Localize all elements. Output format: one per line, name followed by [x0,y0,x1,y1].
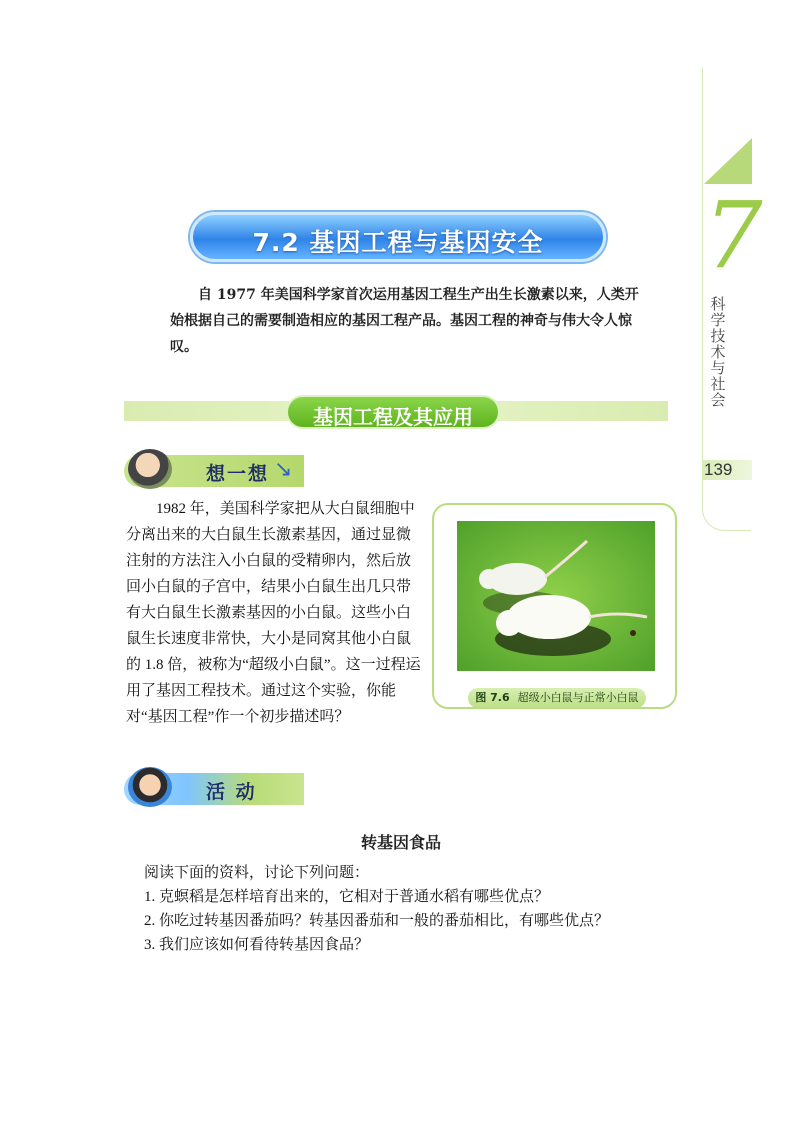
subsection-title: 基因工程及其应用 [313,405,473,429]
chapter-title-vertical [706,296,730,408]
activity-title: 转基因食品 [360,833,441,852]
arrow-down-right-icon: ↘ [274,457,293,482]
intro-paragraph: 自 1977 年美国科学家首次运用基因工程生产出生长激素以来，人类开始根据自己的需要制造相应的基因工程产品。基因工程的神奇与伟大令人惊叹。 [170,287,639,355]
chapter-title-char: 技 [710,327,726,345]
student-avatar-icon [128,767,172,807]
mice-illustration [457,521,655,671]
subsection-title-pill [286,395,500,429]
activity-lead: 阅读下面的资料，讨论下列问题： [144,865,370,881]
activity-header-label: 活 动 [206,781,257,803]
activity-question: 1. 克螟稻是怎样培育出来的，它相对于普通水稻有哪些优点？ [144,889,550,905]
activity-body [144,861,704,957]
chapter-title-char: 术 [710,343,726,361]
page-number: 139 [704,460,733,479]
think-body [126,496,424,730]
chapter-side-rule [702,68,703,508]
chapter-title-char: 学 [710,311,726,329]
chapter-title-char: 与 [710,359,726,377]
think-header-label: 想一想 [206,463,270,485]
chapter-title-char: 社 [710,375,726,393]
section-intro [170,282,640,360]
mice-photo [457,521,655,671]
activity-question: 2. 你吃过转基因番茄吗？转基因番茄和一般的番茄相比，有哪些优点？ [144,913,610,929]
think-paragraph: 1982 年，美国科学家把从大白鼠细胞中分离出来的大白鼠生长激素基因，通过显微注射的方法注入小白鼠的受精卵内，然后放回小白鼠的子宫中，结果小白鼠生出几只带有大白鼠生长激素基因的小白鼠。这些小白鼠生长速度非常快，大小是同窝其他小白鼠的 1.8 倍，被称为“超级小白鼠”。这一过程运用了基因工程技术。通过这个实验，你能对“基因工程”作一个初步描述吗？ [126,501,421,725]
section-title: 7.2 基因工程与基因安全 [252,228,544,257]
figure-frame [432,503,677,709]
section-title-pill [190,212,606,262]
chapter-title-char: 会 [710,391,726,409]
student-avatar-icon [128,449,172,489]
think-header [124,455,306,487]
chapter-corner-triangle [704,138,752,184]
chapter-title-char: 科 [710,295,726,313]
chapter-number: 7 [704,182,763,289]
figure-label: 图 7.6 [475,691,510,704]
figure-caption-text: 超级小白鼠与正常小白鼠 [517,691,639,704]
activity-question: 3. 我们应该如何看待转基因食品？ [144,937,370,953]
activity-header [124,773,306,805]
chapter-side-corner [702,482,751,531]
figure-caption [468,688,646,708]
